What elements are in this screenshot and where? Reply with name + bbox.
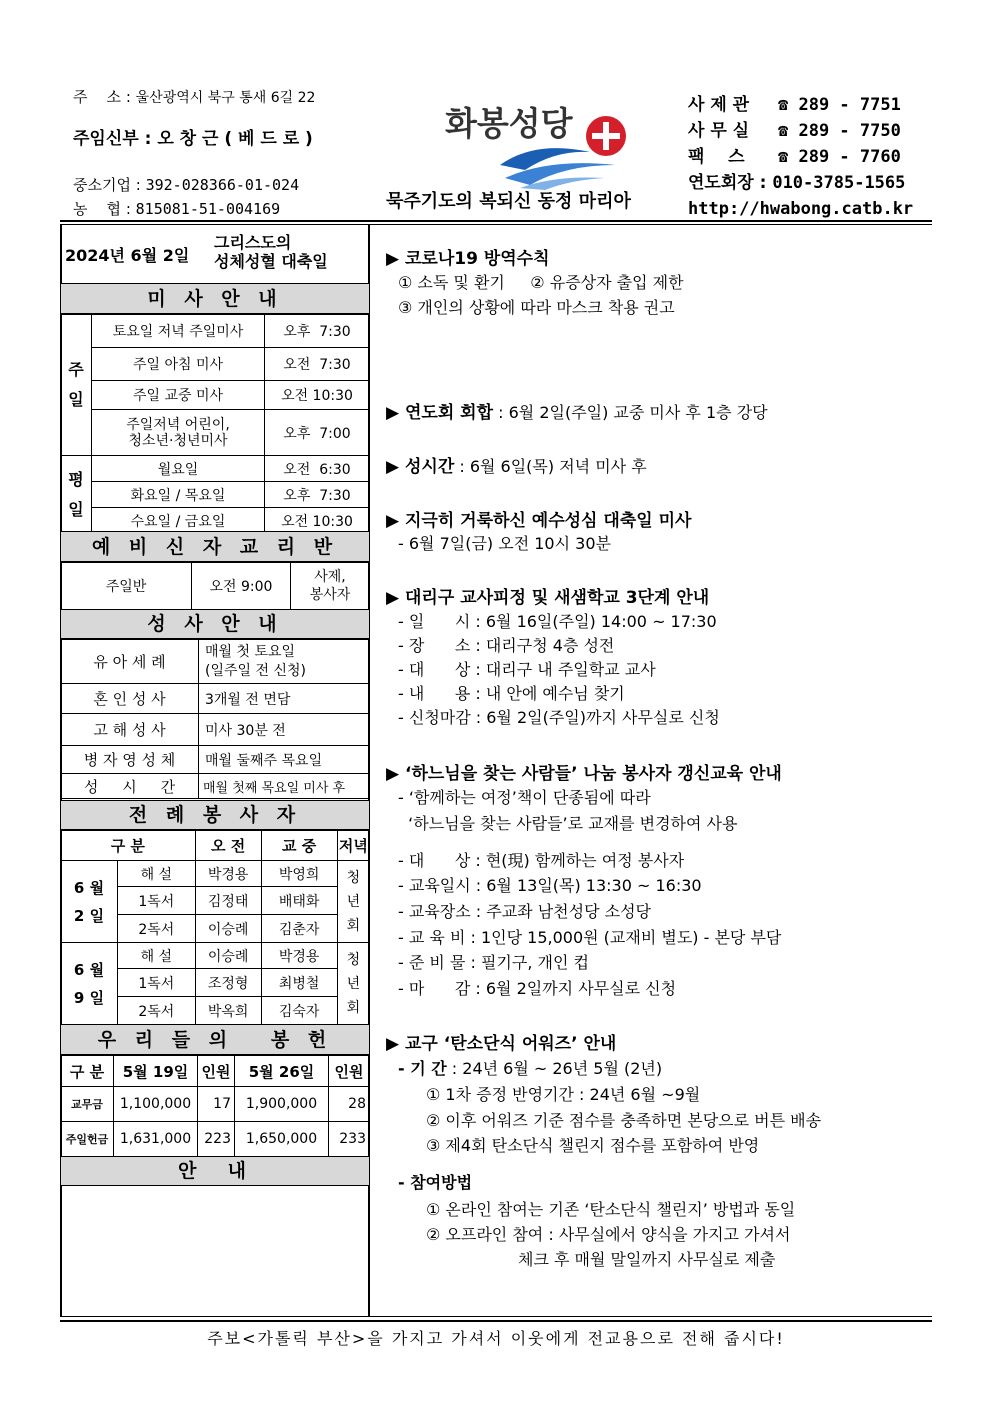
seeker-title: ▶ ‘하느님을 찾는 사람들’ 나눔 봉사자 갱신교육 안내 (386, 764, 782, 784)
covid-rule-2: ③ 개인의 상황에 따라 마스크 착용 권고 (398, 298, 675, 317)
server-person: 박경용 (195, 861, 261, 887)
header-rule (60, 220, 932, 222)
contact-fax (688, 144, 913, 170)
holyhour-title: ▶ 성시간 (386, 457, 455, 477)
mass-name: 주일 교중 미사 (92, 381, 265, 410)
mass-schedule-table (60, 314, 370, 534)
mass-time: 오전 10:30 (265, 381, 370, 410)
server-role: 2독서 (118, 915, 196, 943)
servers-section-title: 전 례 봉 사 자 (60, 800, 370, 830)
pastor-label: 주임신부 : (73, 129, 152, 149)
address: 울산광역시 북구 통새 6길 22 (135, 90, 316, 106)
server-role: 2독서 (118, 997, 196, 1025)
servers-header: 구 분 (61, 831, 196, 861)
account1-label: 중소기업 : (73, 176, 141, 194)
offering-count: 223 (198, 1122, 235, 1157)
notice-section-title: 안 내 (60, 1156, 370, 1186)
meeting-line (386, 398, 768, 423)
sacrament-name: 성 시 간 (61, 774, 199, 799)
mass-time: 오후 7:00 (265, 410, 370, 456)
mass-time: 오후 7:30 (265, 482, 370, 508)
offering-count: 28 (329, 1087, 370, 1122)
seeker-line: - 준 비 물 : 필기구, 개인 컵 (398, 953, 589, 972)
server-person: 배태화 (261, 887, 337, 915)
mass-section-title: 미 사 안 내 (60, 283, 370, 314)
pastor-line (73, 124, 313, 149)
council-label: 연도회장 : (688, 173, 767, 193)
catechumen-teacher: 사제, 봉사자 (291, 563, 370, 610)
offering-count: 233 (329, 1122, 370, 1157)
council-phone: 010-3785-1565 (772, 173, 906, 193)
contact-list (688, 92, 913, 222)
servers-table (60, 830, 370, 1025)
teacher-retreat-line: - 대 상 : 대리구 내 주일학교 교사 (398, 660, 656, 679)
seeker-line: - 대 상 : 현(現) 함께하는 여정 봉사자 (398, 851, 685, 870)
server-person: 박경용 (261, 943, 337, 969)
contact-phone: ☎ 289 - 7751 (778, 95, 901, 115)
contact-phone: ☎ 289 - 7750 (778, 121, 901, 141)
contact-phone: ☎ 289 - 7760 (778, 147, 901, 167)
teacher-retreat-line: - 신청마감 : 6월 2일(주일)까지 사무실로 신청 (398, 708, 720, 727)
sacredheart-title: ▶ 지극히 거룩하신 예수성심 대축일 미사 (386, 511, 692, 531)
offering-table (60, 1055, 370, 1157)
contact-office (688, 118, 913, 144)
sacrament-value: 미사 30분 전 (199, 714, 370, 746)
meeting-text: : 6월 2일(주일) 교중 미사 후 1층 강당 (493, 403, 768, 422)
server-person: 박옥희 (195, 997, 261, 1025)
feast-name (214, 233, 328, 271)
offering-section-title: 우 리 들 의 봉 헌 (60, 1024, 370, 1055)
catechumen-section-title: 예 비 신 자 교 리 반 (60, 531, 370, 562)
carbon-period-value: : 24년 6월 ~ 26년 5월 (2년) (446, 1059, 663, 1078)
mass-name: 화요일 / 목요일 (92, 482, 265, 508)
carbon-line: ② 이후 어워즈 기준 점수를 충족하면 본당으로 버튼 배송 (426, 1111, 822, 1130)
covid-title: ▶ 코로나19 방역수칙 (386, 249, 550, 269)
seeker-line: - 교 육 비 : 1인당 15,000원 (교재비 별도) - 본당 부담 (398, 928, 782, 947)
mass-name: 토요일 저녁 주일미사 (92, 315, 265, 348)
offering-header: 구 분 (61, 1056, 114, 1087)
server-date: 6 월 2 일 (61, 861, 118, 943)
sacraments-section-title: 성 사 안 내 (60, 609, 370, 639)
account2-label: 농 협 : (73, 200, 131, 218)
servers-header: 저녁 (337, 831, 369, 861)
covid-rule-1: ① 소독 및 환기 ② 유증상자 출입 제한 (398, 273, 684, 292)
meeting-title: ▶ 연도회 회합 (386, 403, 494, 423)
carbon-title: ▶ 교구 ‘탄소단식 어워즈’ 안내 (386, 1034, 617, 1054)
catechumen-table (60, 562, 370, 610)
server-role: 1독서 (118, 887, 196, 915)
teacher-retreat-line: - 일 시 : 6월 16일(주일) 14:00 ~ 17:30 (398, 612, 717, 631)
account1-number: 392-028366-01-024 (145, 176, 300, 194)
sacraments-table (60, 639, 370, 799)
offering-amount: 1,900,000 (235, 1087, 329, 1122)
carbon-join-line: ① 온라인 참여는 기존 ‘탄소단식 챌린지’ 방법과 동일 (426, 1200, 796, 1219)
server-person: 김춘자 (261, 915, 337, 943)
server-person: 이승례 (195, 943, 261, 969)
seeker-line: ‘하느님을 찾는 사람들’로 교재를 변경하여 사용 (398, 814, 738, 833)
seeker-line: - 마 감 : 6월 2일까지 사무실로 신청 (398, 979, 677, 998)
servers-header: 교 중 (261, 831, 337, 861)
holyhour-text: : 6월 6일(목) 저녁 미사 후 (454, 457, 647, 476)
server-role: 해 설 (118, 861, 196, 887)
seeker-line: - 교육장소 : 주교좌 남천성당 소성당 (398, 902, 651, 921)
carbon-period (398, 1056, 662, 1079)
offering-count: 17 (198, 1087, 235, 1122)
footer-rule-thick (60, 1320, 932, 1322)
mass-time: 오전 10:30 (265, 508, 370, 534)
seeker-line: - 교육일시 : 6월 13일(목) 13:30 ~ 16:30 (398, 876, 702, 895)
server-evening: 청 년 회 (337, 943, 369, 1025)
server-evening: 청 년 회 (337, 861, 369, 943)
contact-label: 사 무 실 (688, 121, 750, 141)
address-line (73, 86, 315, 107)
offering-amount: 1,650,000 (235, 1122, 329, 1157)
sacrament-name: 고 해 성 사 (61, 714, 199, 746)
sacrament-name: 유 아 세 례 (61, 640, 199, 684)
date-box (60, 225, 370, 283)
sacredheart-text: - 6월 7일(금) 오전 10시 30분 (398, 534, 611, 553)
server-person: 최병철 (261, 969, 337, 997)
account1-line (73, 174, 299, 195)
offering-header: 5월 19일 (114, 1056, 198, 1087)
sacrament-name: 혼 인 성 사 (61, 684, 199, 714)
account2-line (73, 198, 280, 219)
sunday-label: 주 일 (61, 315, 92, 456)
mass-name: 주일저녁 어린이, 청소년·청년미사 (92, 410, 265, 456)
offering-amount: 1,100,000 (114, 1087, 198, 1122)
catechumen-time: 오전 9:00 (192, 563, 291, 610)
sacrament-value: 매월 첫 토요일 (일주일 전 신청) (199, 640, 370, 684)
pastor-name: 오 창 근 ( 베 드 로 ) (157, 129, 313, 149)
account2-number: 815081-51-004169 (135, 200, 281, 218)
offering-type: 주일헌금 (61, 1122, 114, 1157)
offering-header: 인원 (329, 1056, 370, 1087)
carbon-join-line: 체크 후 매월 말일까지 사무실로 제출 (518, 1250, 776, 1269)
bulletin-date: 2024년 6월 2일 (65, 246, 190, 265)
sacrament-name: 병 자 영 성 체 (61, 746, 199, 774)
offering-amount: 1,631,000 (114, 1122, 198, 1157)
server-person: 김숙자 (261, 997, 337, 1025)
mass-name: 주일 아침 미사 (92, 348, 265, 381)
server-role: 해 설 (118, 943, 196, 969)
footer-rule (60, 1316, 932, 1317)
teacher-retreat-title: ▶ 대리구 교사피정 및 새샘학교 3단계 안내 (386, 588, 710, 608)
teacher-retreat-line: - 내 용 : 내 안에 예수님 찾기 (398, 684, 625, 703)
mass-time: 오후 7:30 (265, 315, 370, 348)
church-name: 화봉성당 (445, 104, 573, 143)
carbon-join-line: ② 오프라인 참여 : 사무실에서 양식을 가지고 가셔서 (426, 1225, 791, 1244)
contact-label: 팩 스 (688, 147, 745, 167)
website-link[interactable]: http://hwabong.catb.kr (688, 199, 914, 219)
church-logo-icon (495, 110, 635, 190)
carbon-period-label: - 기 간 (398, 1059, 447, 1078)
server-person: 이승례 (195, 915, 261, 943)
patron-name: 묵주기도의 복되신 동정 마리아 (386, 191, 631, 212)
server-person: 조정형 (195, 969, 261, 997)
contact-rectory (688, 92, 913, 118)
offering-type: 교무금 (61, 1087, 114, 1122)
footer-text: 주보<가톨릭 부산>을 가지고 가셔서 이웃에게 전교용으로 전해 줍시다! (207, 1329, 785, 1348)
sacrament-value: 매월 첫째 목요일 미사 후 (199, 774, 370, 799)
weekday-label: 평 일 (61, 456, 92, 534)
mass-time: 오전 6:30 (265, 456, 370, 482)
sacrament-value: 매월 둘째주 목요일 (199, 746, 370, 774)
holyhour-line (386, 452, 647, 477)
carbon-line: ① 1차 증정 반영기간 : 24년 6월 ~9월 (426, 1085, 701, 1104)
contact-council (688, 170, 913, 196)
mass-time: 오전 7:30 (265, 348, 370, 381)
mass-name: 월요일 (92, 456, 265, 482)
sacrament-value: 3개월 전 면담 (199, 684, 370, 714)
offering-header: 5월 26일 (235, 1056, 329, 1087)
teacher-retreat-line: - 장 소 : 대리구청 4층 성전 (398, 636, 615, 655)
mass-name: 수요일 / 금요일 (92, 508, 265, 534)
offering-header: 인원 (198, 1056, 235, 1087)
feast-line2: 성체성혈 대축일 (214, 252, 328, 271)
server-role: 1독서 (118, 969, 196, 997)
seeker-line: - ‘함께하는 여정’책이 단종됨에 따라 (398, 788, 651, 807)
contact-label: 사 제 관 (688, 95, 750, 115)
server-person: 박영희 (261, 861, 337, 887)
carbon-join-label: - 참여방법 (398, 1173, 473, 1192)
server-date: 6 월 9 일 (61, 943, 118, 1025)
feast-line1: 그리스도의 (214, 233, 292, 252)
catechumen-class: 주일반 (61, 563, 192, 610)
servers-header: 오 전 (195, 831, 261, 861)
carbon-line: ③ 제4회 탄소단식 챌린지 점수를 포함하여 반영 (426, 1136, 760, 1155)
address-label: 주 소 : (73, 88, 131, 106)
server-person: 김정태 (195, 887, 261, 915)
